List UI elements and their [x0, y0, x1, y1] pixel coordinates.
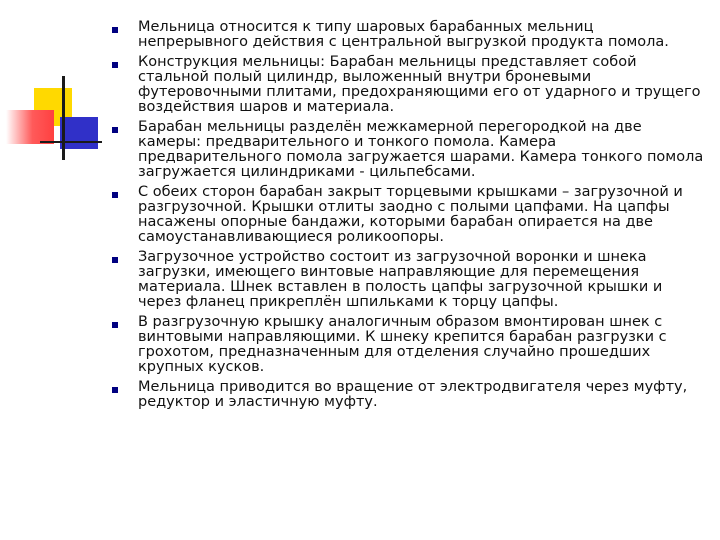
- list-item-text: Загрузочное устройство состоит из загрузочной воронки и шнека загрузки, имеющего винтовые направляющие для перемещения материала. Шнек вставлен в полость цапфы загрузочной крышки и через фланец прикреплён шпильками к торцу цапфы.: [138, 249, 663, 310]
- list-item: [108, 120, 704, 180]
- square-bullet-icon: [112, 387, 118, 393]
- decorative-red-gradient-bar: [6, 110, 54, 144]
- list-item-text: Мельница относится к типу шаровых барабанных мельниц непрерывного действия с центральной выгрузкой продукта помола.: [138, 19, 669, 50]
- square-bullet-icon: [112, 322, 118, 328]
- square-bullet-icon: [112, 62, 118, 68]
- square-bullet-icon: [112, 27, 118, 33]
- list-item: [108, 380, 704, 410]
- decorative-vertical-line: [62, 76, 65, 160]
- list-item: [108, 250, 704, 310]
- square-bullet-icon: [112, 192, 118, 198]
- decorative-blue-square: [60, 117, 98, 149]
- list-item: [108, 20, 704, 50]
- list-item-text: С обеих сторон барабан закрыт торцевыми крышками – загрузочной и разгрузочной. Крышки отлиты заодно с полыми цапфами. На цапфы насажены опорные бандажи, которыми барабан опирается на две самоустанавливающиеся роликоопоры.: [138, 184, 683, 245]
- bullet-list: [108, 20, 704, 415]
- list-item: [108, 185, 704, 245]
- list-item: [108, 315, 704, 375]
- decorative-horizontal-line: [40, 141, 102, 143]
- square-bullet-icon: [112, 127, 118, 133]
- square-bullet-icon: [112, 257, 118, 263]
- list-item-text: Барабан мельницы разделён межкамерной перегородкой на две камеры: предварительного и тонкого помола. Камера предварительного помола загружается шарами. Камера тонкого помола загружается цилиндриками - цильпебсами.: [138, 119, 704, 180]
- list-item-text: Конструкция мельницы: Барабан мельницы представляет собой стальной полый цилиндр, выложенный внутри броневыми футеровочными плитами, предохраняющими его от ударного и трущего воздействия шаров и материала.: [138, 54, 701, 115]
- list-item-text: Мельница приводится во вращение от электродвигателя через муфту, редуктор и эластичную муфту.: [138, 379, 688, 410]
- list-item: [108, 55, 704, 115]
- list-item-text: В разгрузочную крышку аналогичным образом вмонтирован шнек с винтовыми направляющими. К шнеку крепится барабан разгрузки с грохотом, предназначенным для отделения случайно прошедших крупных кусков.: [138, 314, 667, 375]
